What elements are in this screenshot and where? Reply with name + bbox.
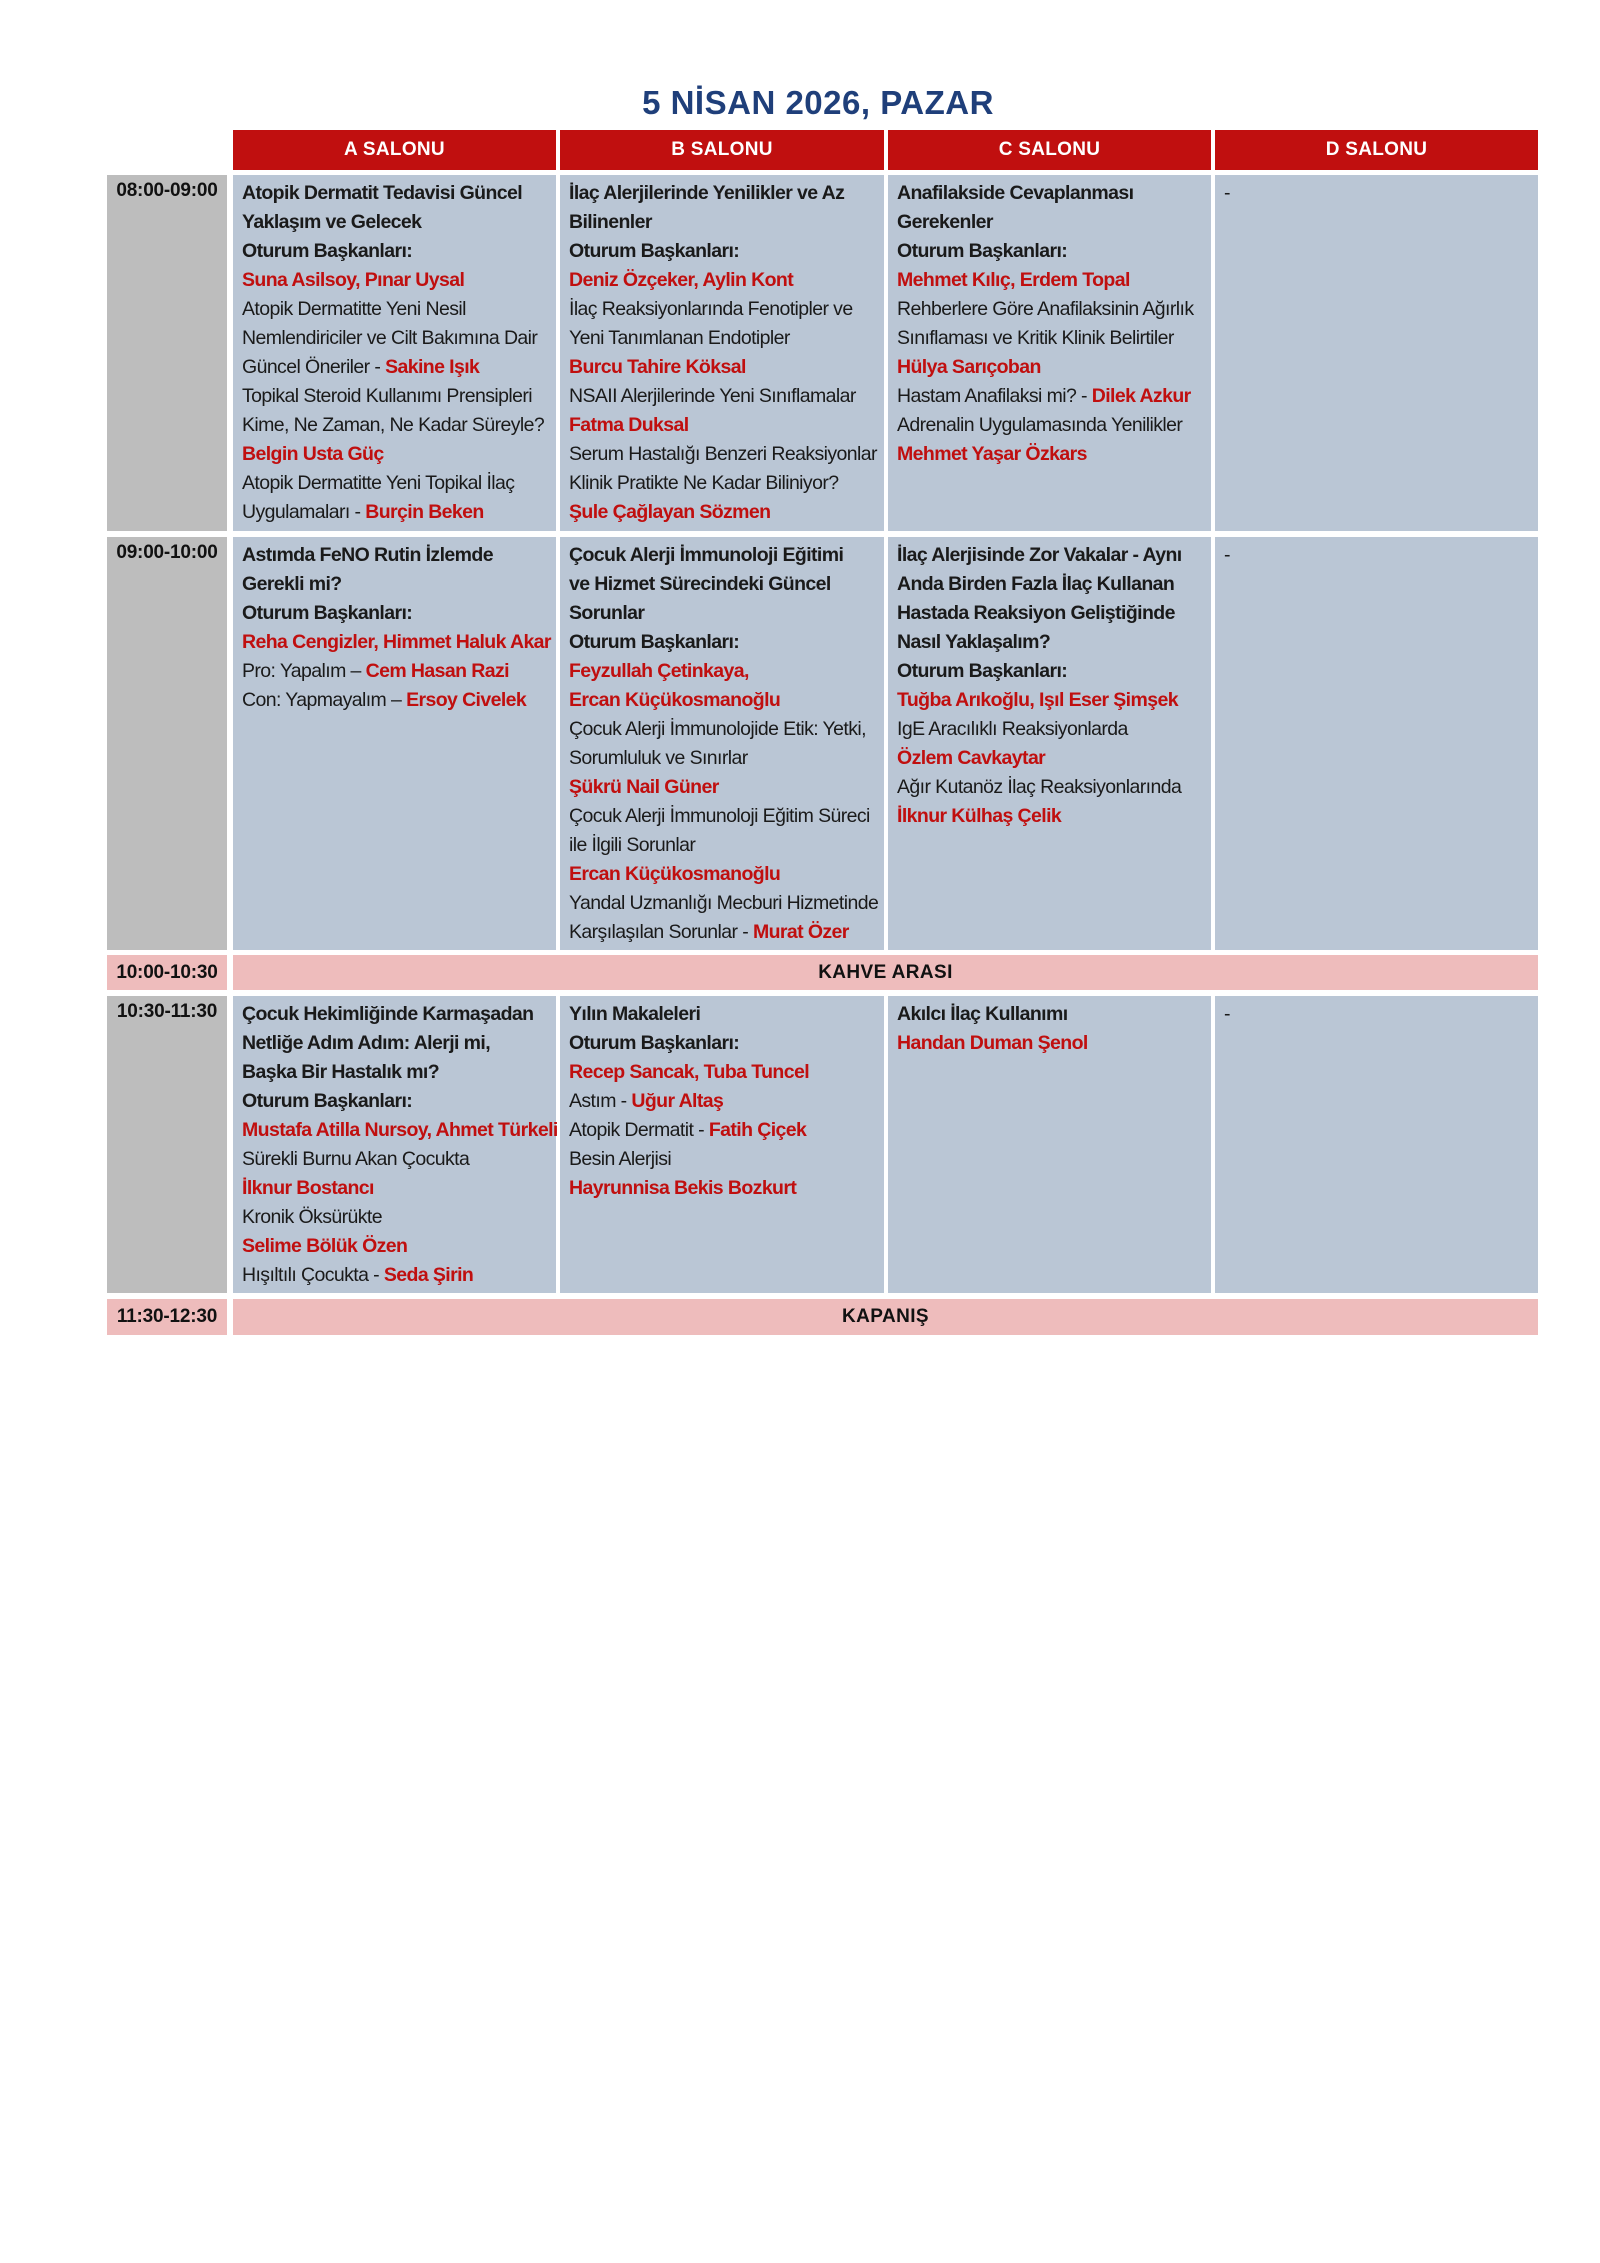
session-line bbox=[242, 237, 548, 266]
speaker-name: Şule Çağlayan Sözmen bbox=[569, 501, 771, 523]
session-line bbox=[1224, 1000, 1530, 1029]
session-line bbox=[242, 570, 548, 599]
talk-title: Klinik Pratikte Ne Kadar Biliniyor? bbox=[569, 472, 839, 494]
session-cell-d bbox=[1215, 996, 1538, 1293]
time-slot: 10:00-10:30 bbox=[107, 955, 227, 990]
session-heading: Hastada Reaksiyon Geliştiğinde bbox=[897, 602, 1175, 624]
session-heading: Oturum Başkanları: bbox=[569, 240, 740, 262]
session-line bbox=[569, 599, 876, 628]
session-line bbox=[569, 498, 876, 527]
speaker-name: Recep Sancak, Tuba Tuncel bbox=[569, 1061, 810, 1083]
talk-title: Nemlendiriciler ve Cilt Bakımına Dair bbox=[242, 327, 538, 349]
speaker-name: Handan Duman Şenol bbox=[897, 1032, 1088, 1054]
session-line bbox=[242, 1116, 558, 1145]
time-slot: 11:30-12:30 bbox=[107, 1299, 227, 1335]
talk-title: Kronik Öksürükte bbox=[242, 1206, 382, 1228]
session-cell-c bbox=[888, 175, 1211, 531]
session-line bbox=[897, 773, 1203, 802]
session-cell-b bbox=[560, 996, 884, 1293]
session-line bbox=[569, 1029, 876, 1058]
speaker-name: Suna Asilsoy, Pınar Uysal bbox=[242, 269, 465, 291]
session-line bbox=[569, 1000, 876, 1029]
session-heading: Akılcı İlaç Kullanımı bbox=[897, 1003, 1068, 1025]
session-heading: Oturum Başkanları: bbox=[242, 240, 413, 262]
session-line bbox=[242, 208, 548, 237]
hall-header-d: D SALONU bbox=[1215, 130, 1538, 170]
session-line bbox=[569, 918, 876, 947]
session-line bbox=[897, 353, 1203, 382]
speaker-name: Mehmet Yaşar Özkars bbox=[897, 443, 1087, 465]
session-heading: Yaklaşım ve Gelecek bbox=[242, 211, 422, 233]
session-line bbox=[569, 802, 876, 831]
session-line bbox=[242, 628, 551, 657]
talk-title: Atopik Dermatit - bbox=[569, 1119, 709, 1141]
speaker-name: Deniz Özçeker, Aylin Kont bbox=[569, 269, 794, 291]
session-line bbox=[242, 469, 548, 498]
talk-title: Yandal Uzmanlığı Mecburi Hizmetinde bbox=[569, 892, 879, 914]
talk-title: - bbox=[1224, 544, 1230, 566]
session-heading: Gerekli mi? bbox=[242, 573, 342, 595]
session-line bbox=[897, 179, 1203, 208]
session-line bbox=[569, 686, 876, 715]
session-heading: Başka Bir Hastalık mı? bbox=[242, 1061, 440, 1083]
time-slot: 08:00-09:00 bbox=[107, 175, 227, 531]
talk-title: Sorumluluk ve Sınırlar bbox=[569, 747, 748, 769]
speaker-name: İlknur Bostancı bbox=[242, 1177, 374, 1199]
session-line bbox=[242, 411, 548, 440]
session-line bbox=[569, 1145, 876, 1174]
session-line bbox=[242, 266, 548, 295]
session-line bbox=[569, 382, 876, 411]
talk-title: Rehberlere Göre Anafilaksinin Ağırlık bbox=[897, 298, 1194, 320]
session-cell-a bbox=[233, 537, 556, 950]
talk-title: ile İlgili Sorunlar bbox=[569, 834, 696, 856]
speaker-name: İlknur Külhaş Çelik bbox=[897, 805, 1062, 827]
session-line bbox=[897, 208, 1203, 237]
session-line bbox=[569, 324, 876, 353]
session-cell-b bbox=[560, 537, 884, 950]
talk-title: - bbox=[1224, 1003, 1230, 1025]
session-line bbox=[1224, 179, 1530, 208]
speaker-name: Fatma Duksal bbox=[569, 414, 689, 436]
speaker-name: Reha Cengizler, Himmet Haluk Akar bbox=[242, 631, 551, 653]
session-line bbox=[897, 237, 1203, 266]
session-line bbox=[897, 295, 1203, 324]
session-line bbox=[897, 744, 1203, 773]
session-line bbox=[242, 295, 548, 324]
session-cell-a bbox=[233, 996, 556, 1293]
session-heading: Anda Birden Fazla İlaç Kullanan bbox=[897, 573, 1175, 595]
talk-title: Atopik Dermatitte Yeni Nesil bbox=[242, 298, 466, 320]
speaker-name: Seda Şirin bbox=[383, 1264, 474, 1286]
session-cell-a bbox=[233, 175, 556, 531]
session-line bbox=[569, 657, 876, 686]
session-line bbox=[242, 686, 548, 715]
session-heading: İlaç Alerjilerinde Yenilikler ve Az bbox=[569, 182, 845, 204]
session-line bbox=[569, 1087, 876, 1116]
session-heading: Bilinenler bbox=[569, 211, 652, 233]
session-line bbox=[897, 715, 1203, 744]
session-line bbox=[569, 541, 876, 570]
session-line bbox=[897, 440, 1203, 469]
speaker-name: Şükrü Nail Güner bbox=[569, 776, 719, 798]
talk-title: - bbox=[1224, 182, 1230, 204]
talk-title: Kime, Ne Zaman, Ne Kadar Süreyle? bbox=[242, 414, 545, 436]
session-heading: Oturum Başkanları: bbox=[569, 631, 740, 653]
session-line bbox=[242, 1261, 548, 1290]
speaker-name: Cem Hasan Razi bbox=[365, 660, 509, 682]
talk-title: Çocuk Alerji İmmunolojide Etik: Yetki, bbox=[569, 718, 866, 740]
session-line bbox=[569, 266, 876, 295]
session-line bbox=[897, 1029, 1203, 1058]
talk-title: Karşılaşılan Sorunlar - bbox=[569, 921, 753, 943]
session-line bbox=[569, 773, 876, 802]
session-line bbox=[242, 1000, 548, 1029]
session-line bbox=[242, 382, 548, 411]
time-slot: 09:00-10:00 bbox=[107, 537, 227, 950]
session-line bbox=[897, 541, 1203, 570]
session-heading: Oturum Başkanları: bbox=[897, 240, 1068, 262]
talk-title: IgE Aracılıklı Reaksiyonlarda bbox=[897, 718, 1128, 740]
session-heading: Çocuk Hekimliğinde Karmaşadan bbox=[242, 1003, 534, 1025]
talk-title: Atopik Dermatitte Yeni Topikal İlaç bbox=[242, 472, 515, 494]
session-line bbox=[242, 324, 548, 353]
session-heading: Nasıl Yaklaşalım? bbox=[897, 631, 1051, 653]
speaker-name: Burçin Beken bbox=[365, 501, 484, 523]
speaker-name: Ersoy Civelek bbox=[406, 689, 527, 711]
coffee-break-band: KAHVE ARASI bbox=[233, 955, 1538, 990]
speaker-name: Sakine Işık bbox=[385, 356, 480, 378]
closing-band: KAPANIŞ bbox=[233, 1299, 1538, 1335]
session-heading: ve Hizmet Sürecindeki Güncel bbox=[569, 573, 831, 595]
session-line bbox=[569, 353, 876, 382]
session-cell-d bbox=[1215, 175, 1538, 531]
speaker-name: Dilek Azkur bbox=[1091, 385, 1191, 407]
speaker-name: Ercan Küçükosmanoğlu bbox=[569, 863, 781, 885]
session-line bbox=[569, 628, 876, 657]
talk-title: Uygulamaları - bbox=[242, 501, 366, 523]
session-heading: Oturum Başkanları: bbox=[569, 1032, 740, 1054]
session-line bbox=[897, 802, 1203, 831]
speaker-name: Murat Özer bbox=[752, 921, 849, 943]
session-line bbox=[569, 179, 876, 208]
session-line bbox=[569, 831, 876, 860]
session-line bbox=[897, 657, 1203, 686]
session-line bbox=[242, 498, 548, 527]
session-line bbox=[242, 1174, 548, 1203]
session-heading: Oturum Başkanları: bbox=[897, 660, 1068, 682]
talk-title: Sürekli Burnu Akan Çocukta bbox=[242, 1148, 470, 1170]
talk-title: Hışıltılı Çocukta - bbox=[242, 1264, 384, 1286]
session-line bbox=[569, 1174, 876, 1203]
session-line bbox=[242, 179, 548, 208]
session-heading: Oturum Başkanları: bbox=[242, 1090, 413, 1112]
session-line bbox=[897, 382, 1203, 411]
speaker-name: Selime Bölük Özen bbox=[242, 1235, 408, 1257]
speaker-name: Mehmet Kılıç, Erdem Topal bbox=[897, 269, 1130, 291]
session-line bbox=[1224, 541, 1530, 570]
session-heading: Netliğe Adım Adım: Alerji mi, bbox=[242, 1032, 491, 1054]
hall-header-b: B SALONU bbox=[560, 130, 884, 170]
speaker-name: Fatih Çiçek bbox=[708, 1119, 807, 1141]
talk-title: İlaç Reaksiyonlarında Fenotipler ve bbox=[569, 298, 853, 320]
session-line bbox=[242, 353, 548, 382]
session-line bbox=[569, 1116, 876, 1145]
time-slot: 10:30-11:30 bbox=[107, 996, 227, 1293]
session-cell-c bbox=[888, 996, 1211, 1293]
session-heading: Gerekenler bbox=[897, 211, 993, 233]
session-line bbox=[569, 440, 876, 469]
talk-title: Sınıflaması ve Kritik Klinik Belirtiler bbox=[897, 327, 1174, 349]
session-line bbox=[897, 1000, 1203, 1029]
speaker-name: Feyzullah Çetinkaya, bbox=[569, 660, 749, 682]
speaker-name: Ercan Küçükosmanoğlu bbox=[569, 689, 781, 711]
speaker-name: Hayrunnisa Bekis Bozkurt bbox=[569, 1177, 797, 1199]
session-line bbox=[569, 237, 876, 266]
talk-title: Besin Alerjisi bbox=[569, 1148, 672, 1170]
session-line bbox=[897, 570, 1203, 599]
session-heading: Atopik Dermatit Tedavisi Güncel bbox=[242, 182, 523, 204]
speaker-name: Hülya Sarıçoban bbox=[897, 356, 1041, 378]
talk-title: Pro: Yapalım – bbox=[242, 660, 366, 682]
talk-title: Topikal Steroid Kullanımı Prensipleri bbox=[242, 385, 532, 407]
hall-header-c: C SALONU bbox=[888, 130, 1211, 170]
session-line bbox=[569, 744, 876, 773]
talk-title: Ağır Kutanöz İlaç Reaksiyonlarında bbox=[897, 776, 1182, 798]
session-cell-d bbox=[1215, 537, 1538, 950]
session-line bbox=[242, 599, 548, 628]
talk-title: Con: Yapmayalım – bbox=[242, 689, 407, 711]
session-heading: Astımda FeNO Rutin İzlemde bbox=[242, 544, 493, 566]
speaker-name: Uğur Altaş bbox=[631, 1090, 724, 1112]
talk-title: Yeni Tanımlanan Endotipler bbox=[569, 327, 790, 349]
session-heading: Çocuk Alerji İmmunoloji Eğitimi bbox=[569, 544, 844, 566]
session-line bbox=[569, 889, 879, 918]
session-heading: Sorunlar bbox=[569, 602, 645, 624]
session-line bbox=[569, 1058, 876, 1087]
session-line bbox=[569, 208, 876, 237]
session-line bbox=[897, 411, 1203, 440]
talk-title: Hastam Anafilaksi mi? - bbox=[897, 385, 1092, 407]
talk-title: Serum Hastalığı Benzeri Reaksiyonlar bbox=[569, 443, 877, 465]
session-line bbox=[569, 411, 876, 440]
session-line bbox=[569, 295, 876, 324]
session-heading: Yılın Makaleleri bbox=[569, 1003, 701, 1025]
session-line bbox=[569, 570, 876, 599]
speaker-name: Burcu Tahire Köksal bbox=[569, 356, 746, 378]
speaker-name: Belgin Usta Güç bbox=[242, 443, 384, 465]
session-cell-b bbox=[560, 175, 884, 531]
session-line bbox=[897, 686, 1203, 715]
session-line bbox=[242, 1232, 548, 1261]
session-line bbox=[242, 1087, 548, 1116]
session-line bbox=[242, 440, 548, 469]
talk-title: Astım - bbox=[569, 1090, 632, 1112]
session-line bbox=[897, 599, 1203, 628]
session-line bbox=[569, 469, 876, 498]
session-line bbox=[242, 1145, 548, 1174]
speaker-name: Mustafa Atilla Nursoy, Ahmet Türkeli bbox=[242, 1119, 558, 1141]
session-line bbox=[569, 860, 876, 889]
talk-title: Adrenalin Uygulamasında Yenilikler bbox=[897, 414, 1183, 436]
session-heading: İlaç Alerjisinde Zor Vakalar - Aynı bbox=[897, 544, 1182, 566]
session-line bbox=[897, 266, 1203, 295]
session-cell-c bbox=[888, 537, 1211, 950]
session-line bbox=[569, 715, 876, 744]
speaker-name: Tuğba Arıkoğlu, Işıl Eser Şimşek bbox=[897, 689, 1178, 711]
talk-title: Güncel Öneriler - bbox=[242, 356, 386, 378]
session-line bbox=[897, 324, 1203, 353]
session-line bbox=[242, 1058, 548, 1087]
session-line bbox=[242, 1203, 548, 1232]
talk-title: NSAII Alerjilerinde Yeni Sınıflamalar bbox=[569, 385, 856, 407]
session-heading: Oturum Başkanları: bbox=[242, 602, 413, 624]
session-line bbox=[242, 657, 548, 686]
session-line bbox=[242, 1029, 548, 1058]
speaker-name: Özlem Cavkaytar bbox=[897, 747, 1046, 769]
page-title: 5 NİSAN 2026, PAZAR bbox=[642, 84, 994, 121]
hall-header-a: A SALONU bbox=[233, 130, 556, 170]
talk-title: Çocuk Alerji İmmunoloji Eğitim Süreci bbox=[569, 805, 870, 827]
session-heading: Anafilakside Cevaplanması bbox=[897, 182, 1134, 204]
session-line bbox=[242, 541, 548, 570]
session-line bbox=[897, 628, 1203, 657]
